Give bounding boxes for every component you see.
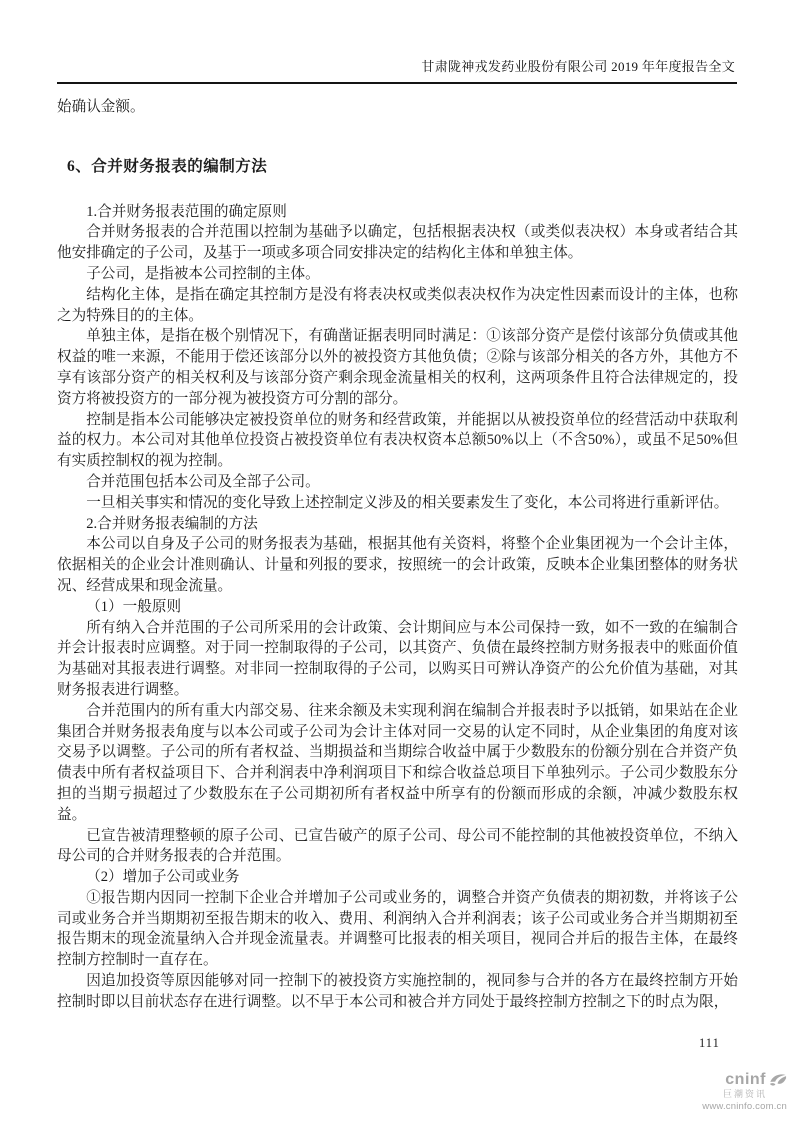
- paragraph: 已宣告被清理整顿的原子公司、已宣告破产的原子公司、母公司不能控制的其他被投资单位，不纳入母公司的合并财务报表的合并范围。: [57, 827, 738, 865]
- paragraph: 合并范围内的所有重大内部交易、往来余额及未实现利润在编制合并报表时予以抵销，如果站在企业集团合并财务报表角度与以本公司或子公司为会计主体对同一交易的认定不同时，从企业集团的角度对该交易予以调整。子公司的所有者权益、当期损益和当期综合收益中属于少数股东的份额分别在合并资产负债表中所有者权益项目下、合并利润表中净利润项目下和综合收益总项目下单独列示。子公司少数股东分担的当期亏损超过了少数股东在子公司期初所有者权益中所享有的份额而形成的余额，冲减少数股东权益。: [57, 702, 738, 823]
- paragraph: 1.合并财务报表范围的确定原则: [86, 203, 287, 220]
- cninfo-url: www.cninfo.com.cn: [702, 1101, 787, 1112]
- section-heading: 6、合并财务报表的编制方法: [67, 157, 268, 175]
- cninfo-brand-row: [677, 1070, 787, 1089]
- header-divider: [57, 82, 737, 84]
- page-number: 111: [699, 1036, 720, 1050]
- paragraph: 一旦相关事实和情况的变化导致上述控制定义涉及的相关要素发生了变化，本公司将进行重新评估。: [86, 494, 729, 511]
- document-body: [57, 202, 738, 1013]
- paragraph: （1）一般原则: [86, 598, 182, 615]
- paragraph: 2.合并财务报表编制的方法: [86, 515, 258, 532]
- paragraph: 所有纳入合并范围的子公司所采用的会计政策、会计期间应与本公司保持一致，如不一致的在编制合并会计报表时应调整。对于同一控制取得的子公司，以其资产、负债在最终控制方财务报表中的账面价值为基础对其报表进行调整。对非同一控制取得的子公司，以购买日可辨认净资产的公允价值为基础，对其财务报表进行调整。: [57, 619, 738, 698]
- document-content: [57, 97, 738, 1013]
- page-header: [57, 56, 737, 84]
- paragraph: 单独主体，是指在极个别情况下，有确凿证据表明同时满足：①该部分资产是偿付该部分负债或其他权益的唯一来源，不能用于偿还该部分以外的被投资方其他负债；②除与该部分相关的各方外，其他方不享有该部分资产的相关权利及与该部分资产剩余现金流量相关的权利，这两项条件且符合法律规定的，投资方将被投资方的一部分视为被投资方可分割的部分。: [57, 328, 738, 407]
- cninfo-brand-text: cninf: [725, 1070, 766, 1088]
- cninfo-swirl-icon: [768, 1070, 787, 1089]
- paragraph: ①报告期内因同一控制下企业合并增加子公司或业务的，调整合并资产负债表的期初数，并将该子公司或业务合并当期期初至报告期末的收入、费用、利润纳入合并利润表；该子公司或业务合并当期期初至报告期末的现金流量纳入合并现金流量表。并调整可比报表的相关项目，视同合并后的报告主体，在最终控制方控制时一直存在。: [57, 889, 738, 969]
- paragraph: 合并范围包括本公司及全部子公司。: [86, 473, 320, 490]
- paragraph: 结构化主体，是指在确定其控制方是没有将表决权或类似表决权作为决定性因素而设计的主体，也称之为特殊目的的主体。: [57, 286, 738, 324]
- continuation-text: 始确认金额。: [57, 99, 145, 115]
- paragraph: （2）增加子公司或业务: [86, 869, 240, 886]
- paragraph: 因追加投资等原因能够对同一控制下的被投资方实施控制的，视同参与合并的各方在最终控制方开始控制时即以目前状态存在进行调整。以不早于本公司和被合并方同处于最终控制方控制之下的时点为限，: [57, 973, 738, 1010]
- cninfo-chinese-name: 巨潮资讯: [722, 1089, 767, 1099]
- paragraph: 控制是指本公司能够决定被投资单位的财务和经营政策，并能据以从被投资单位的经营活动中获取利益的权力。本公司对其他单位投资占被投资单位有表决权资本总额50%以上（不含50%），或虽不足50%但有实质控制权的视为控制。: [57, 411, 738, 470]
- paragraph: 合并财务报表的合并范围以控制为基础予以确定，包括根据表决权（或类似表决权）本身或者结合其他安排确定的子公司，及基于一项或多项合同安排决定的结构化主体和单独主体。: [57, 224, 738, 262]
- header-title: 甘肃陇神戎发药业股份有限公司 2019 年年度报告全文: [421, 59, 735, 74]
- paragraph: 子公司，是指被本公司控制的主体。: [86, 265, 320, 282]
- cninfo-logo: [677, 1070, 787, 1112]
- paragraph: 本公司以自身及子公司的财务报表为基础，根据其他有关资料，将整个企业集团视为一个会计主体，依据相关的企业会计准则确认、计量和列报的要求，按照统一的会计政策，反映本企业集团整体的财务状况、经营成果和现金流量。: [57, 536, 738, 594]
